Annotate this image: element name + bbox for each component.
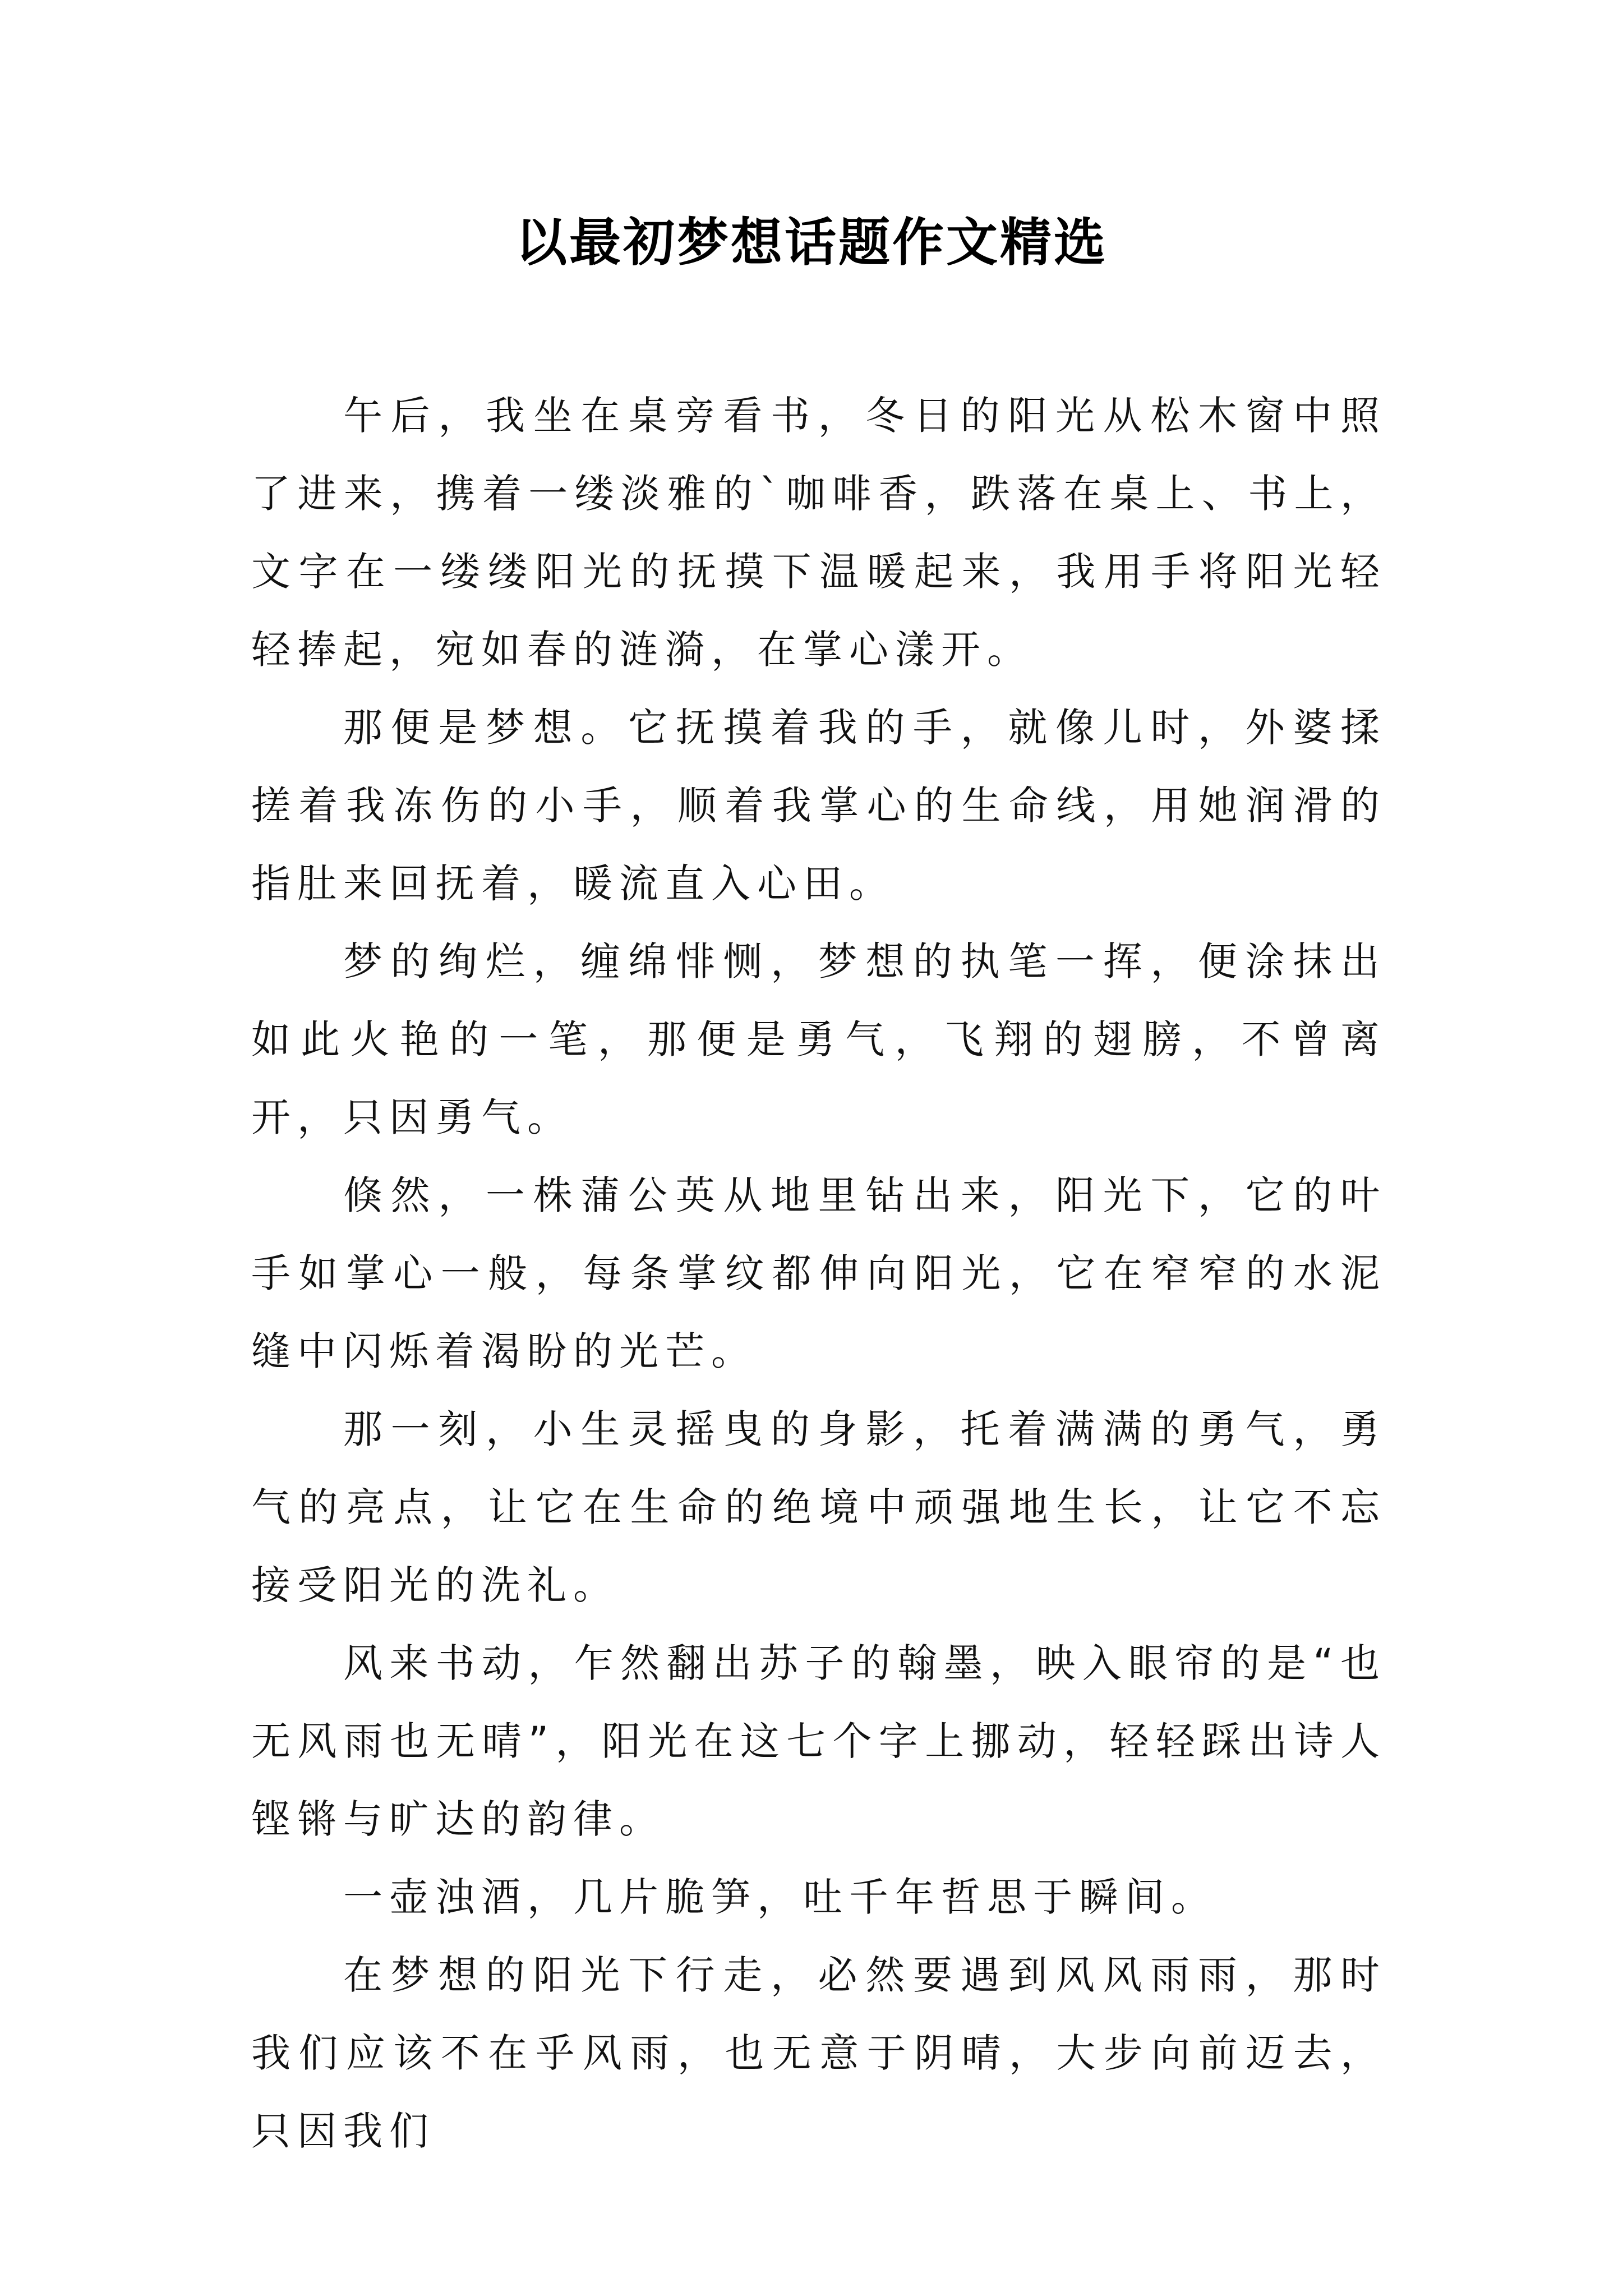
paragraph: 在梦想的阳光下行走，必然要遇到风风雨雨，那时我们应该不在乎风雨，也无意于阴晴，大步向前迈去，只因我们	[251, 1952, 1386, 2154]
document-title: 以最初梦想话题作文精选	[515, 212, 1108, 273]
paragraph: 那便是梦想。它抚摸着我的手，就像儿时，外婆揉搓着我冻伤的小手，顺着我掌心的生命线，用她润滑的指肚来回抚着，暖流直入心田。	[251, 705, 1386, 907]
paragraph: 梦的绚烂，缠绵悱恻，梦想的执笔一挥，便涂抹出如此火艳的一笔，那便是勇气，飞翔的翅膀，不曾离开，只因勇气。	[251, 938, 1386, 1140]
document-body	[251, 377, 1386, 2170]
paragraph: 那一刻，小生灵摇曳的身影，托着满满的勇气，勇气的亮点，让它在生命的绝境中顽强地生长，让它不忘接受阳光的洗礼。	[251, 1406, 1386, 1608]
paragraph: 午后，我坐在桌旁看书，冬日的阳光从松木窗中照了进来，携着一缕淡雅的`咖啡香，跌落在桌上、书上，文字在一缕缕阳光的抚摸下温暖起来，我用手将阳光轻轻捧起，宛如春的涟漪，在掌心漾开。	[251, 393, 1386, 673]
paragraph: 倏然，一株蒲公英从地里钻出来，阳光下，它的叶手如掌心一般，每条掌纹都伸向阳光，它在窄窄的水泥缝中闪烁着渴盼的光芒。	[251, 1172, 1386, 1374]
paragraph: 一壶浊酒，几片脆笋，吐千年哲思于瞬间。	[343, 1874, 1217, 1920]
paragraph: 风来书动，乍然翻出苏子的翰墨，映入眼帘的是“也无风雨也无晴”，阳光在这七个字上挪动，轻轻踩出诗人铿锵与旷达的韵律。	[251, 1640, 1386, 1842]
